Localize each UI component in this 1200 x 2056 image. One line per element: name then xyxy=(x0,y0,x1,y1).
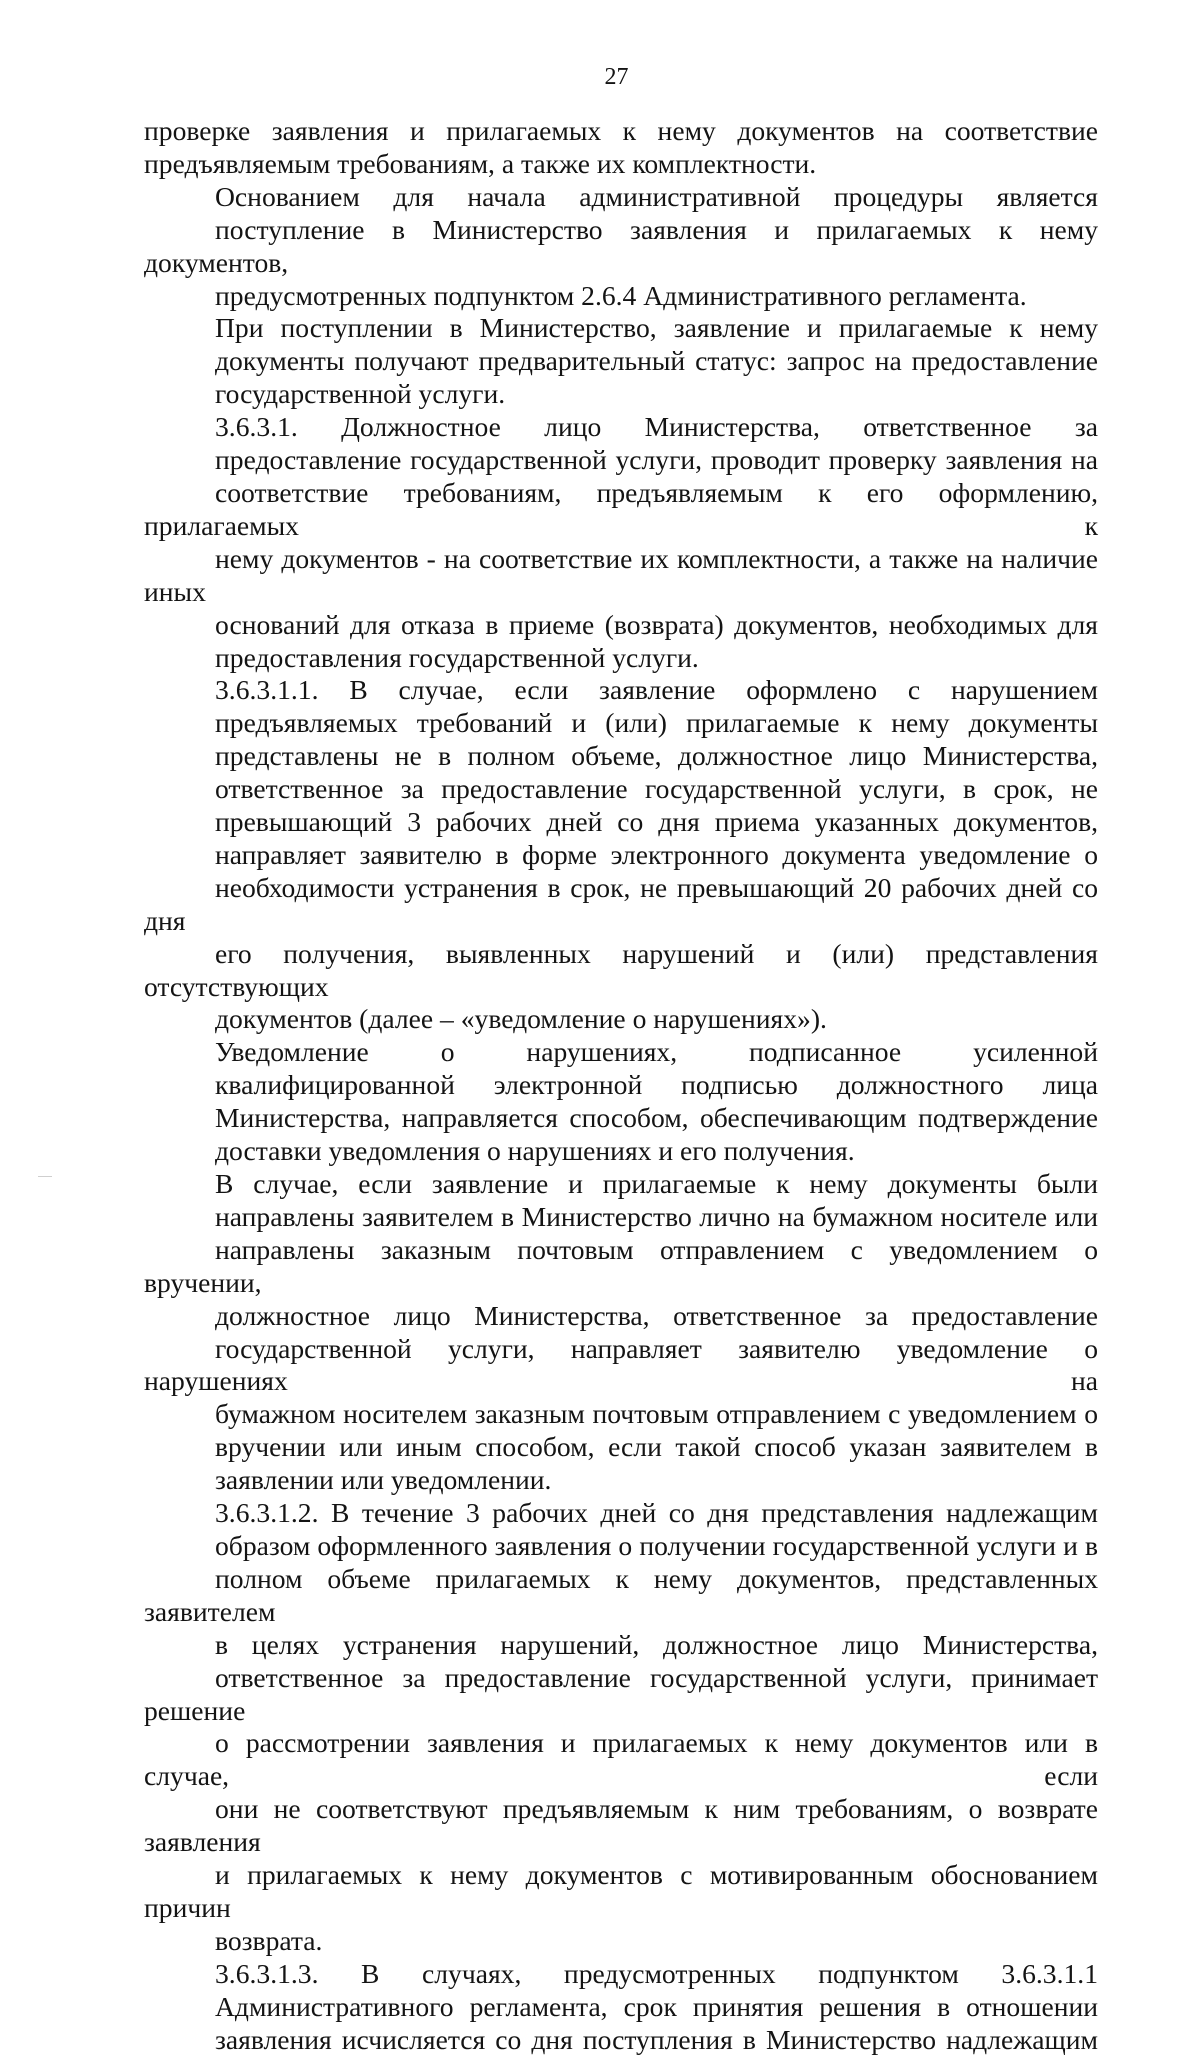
text-line: полном объеме прилагаемых к нему документов, представленных заявителем xyxy=(144,1562,1098,1627)
text-line: превышающий 3 рабочих дней со дня приема указанных документов, xyxy=(215,806,1098,838)
paragraph xyxy=(144,1497,1098,1958)
document-body xyxy=(144,115,1098,2056)
text-line: оснований для отказа в приеме (возврата) документов, необходимых для xyxy=(215,608,1098,640)
text-line: в целях устранения нарушений, должностное лицо Министерства, xyxy=(215,1628,1098,1660)
text-line: возврата. xyxy=(215,1924,323,1956)
text-line: должностное лицо Министерства, ответственное за предоставление xyxy=(215,1299,1098,1331)
text-line: государственной услуги, направляет заявителю уведомление о нарушениях на xyxy=(144,1332,1098,1397)
paragraph xyxy=(144,312,1098,411)
scan-mark xyxy=(38,1176,52,1179)
text-line: поступление в Министерство заявления и прилагаемых к нему документов, xyxy=(144,213,1098,278)
text-line: ответственное за предоставление государственной услуги, в срок, не xyxy=(215,773,1098,805)
text-line: они не соответствуют предъявляемым к ним требованиям, о возврате заявления xyxy=(144,1793,1098,1858)
paragraph xyxy=(144,115,1098,181)
text-line: образом оформленного заявления о получении государственной услуги и в xyxy=(215,1529,1098,1561)
text-line: 3.6.3.1.2. В течение 3 рабочих дней со дня представления надлежащим xyxy=(215,1497,1098,1529)
text-line: направлены заявителем в Министерство лично на бумажном носителе или xyxy=(215,1200,1098,1232)
text-line: При поступлении в Министерство, заявление и прилагаемые к нему xyxy=(215,312,1098,344)
text-line: государственной услуги. xyxy=(215,378,506,410)
text-line: Основанием для начала административной процедуры является xyxy=(215,180,1098,212)
paragraph xyxy=(144,411,1098,674)
text-line: документы получают предварительный статус: запрос на предоставление xyxy=(215,345,1098,377)
text-line: предъявляемым требованиям, а также их комплектности. xyxy=(144,147,817,179)
text-line: заявлении или уведомлении. xyxy=(215,1464,552,1496)
text-line: документов (далее – «уведомление о нарушениях»). xyxy=(215,1003,827,1035)
text-line: 3.6.3.1.1. В случае, если заявление оформлено с нарушением xyxy=(215,674,1098,706)
text-line: предоставление государственной услуги, проводит проверку заявления на xyxy=(215,444,1098,476)
text-line: ответственное за предоставление государственной услуги, принимает решение xyxy=(144,1661,1098,1726)
text-line: представлены не в полном объеме, должностное лицо Министерства, xyxy=(215,740,1098,772)
text-line: вручении или иным способом, если такой способ указан заявителем в xyxy=(215,1431,1098,1463)
text-line: о рассмотрении заявления и прилагаемых к нему документов или в случае, если xyxy=(144,1727,1098,1792)
text-line: необходимости устранения в срок, не превышающий 20 рабочих дней со дня xyxy=(144,871,1098,936)
text-line: его получения, выявленных нарушений и (или) представления отсутствующих xyxy=(144,937,1098,1002)
paragraph xyxy=(144,1036,1098,1168)
paragraph xyxy=(144,1168,1098,1497)
text-line: В случае, если заявление и прилагаемые к нему документы были xyxy=(215,1168,1098,1199)
paragraph xyxy=(144,181,1098,313)
text-line: соответствие требованиям, предъявляемым к его оформлению, прилагаемых к xyxy=(144,476,1098,541)
text-line: заявления исчисляется со дня поступления в Министерство надлежащим xyxy=(215,2023,1098,2055)
text-line: Министерства, направляется способом, обеспечивающим подтверждение xyxy=(215,1102,1098,1134)
text-line: и прилагаемых к нему документов с мотивированным обоснованием причин xyxy=(144,1859,1098,1923)
text-line: предоставления государственной услуги. xyxy=(215,641,699,673)
page-number: 27 xyxy=(604,64,629,90)
text-line: Уведомление о нарушениях, подписанное усиленной xyxy=(215,1036,1098,1068)
text-line: проверке заявления и прилагаемых к нему документов на соответствие xyxy=(144,115,1098,146)
text-line: 3.6.3.1.3. В случаях, предусмотренных подпунктом 3.6.3.1.1 xyxy=(215,1957,1098,1989)
text-line: нему документов - на соответствие их комплектности, а также на наличие иных xyxy=(144,542,1098,607)
text-line: доставки уведомления о нарушениях и его получения. xyxy=(215,1135,855,1167)
text-line: бумажном носителем заказным почтовым отправлением с уведомлением о xyxy=(215,1398,1098,1430)
text-line: Административного регламента, срок принятия решения в отношении xyxy=(215,1990,1098,2022)
text-line: предъявляемых требований и (или) прилагаемые к нему документы xyxy=(215,707,1098,739)
paragraph xyxy=(144,1958,1098,2056)
text-line: квалифицированной электронной подписью должностного лица xyxy=(215,1069,1098,1101)
text-line: предусмотренных подпунктом 2.6.4 Административного регламента. xyxy=(215,279,1027,311)
text-line: направлены заказным почтовым отправлением с уведомлением о вручении, xyxy=(144,1233,1098,1298)
paragraph xyxy=(144,674,1098,1036)
text-line: направляет заявителю в форме электронного документа уведомление о xyxy=(215,838,1098,870)
text-line: 3.6.3.1. Должностное лицо Министерства, ответственное за xyxy=(215,411,1098,443)
